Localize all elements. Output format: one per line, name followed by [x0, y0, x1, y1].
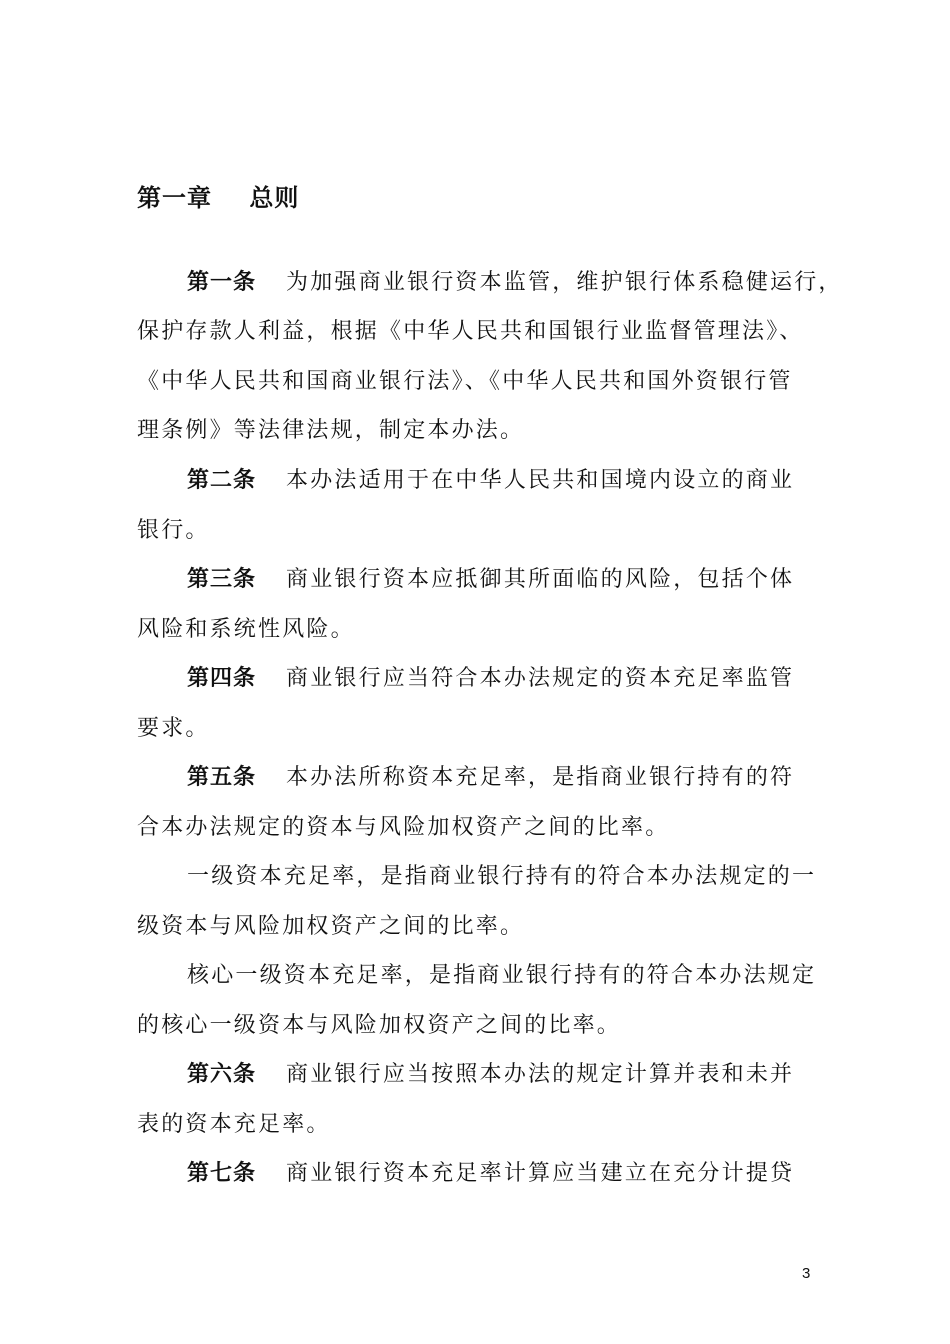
article-5-para-2-line-1: 一级资本充足率，是指商业银行持有的符合本办法规定的一 — [187, 864, 817, 889]
article-3-line-1 — [187, 565, 794, 595]
article-5-text-1: 本办法所称资本充足率，是指商业银行持有的符 — [286, 765, 795, 790]
article-3-label: 第三条 — [187, 567, 257, 592]
article-2-line-2: 银行。 — [137, 518, 210, 543]
article-6-line-2: 表的资本充足率。 — [137, 1112, 331, 1137]
article-1-line-2: 保护存款人利益，根据《中华人民共和国银行业监督管理法》、 — [137, 319, 804, 344]
article-7-text-1: 商业银行资本充足率计算应当建立在充分计提贷 — [286, 1161, 795, 1186]
article-7-line-1 — [187, 1159, 794, 1189]
article-3-text-1: 商业银行资本应抵御其所面临的风险，包括个体 — [286, 567, 795, 592]
article-6-line-1 — [187, 1060, 794, 1090]
article-2-line-1 — [187, 466, 794, 496]
article-5-line-2: 合本办法规定的资本与风险加权资产之间的比率。 — [137, 815, 670, 840]
article-2-label: 第二条 — [187, 468, 257, 493]
page-number: 3 — [802, 1265, 811, 1282]
article-1-line-3: 《中华人民共和国商业银行法》、《中华人民共和国外资银行管 — [137, 369, 793, 394]
article-4-line-2: 要求。 — [137, 716, 210, 741]
article-1-line-1 — [187, 268, 843, 298]
article-5-line-1 — [187, 763, 794, 793]
article-3-line-2: 风险和系统性风险。 — [137, 617, 355, 642]
article-1-line-4: 理条例》等法律法规，制定本办法。 — [137, 418, 525, 443]
article-6-text-1: 商业银行应当按照本办法的规定计算并表和未并 — [286, 1062, 795, 1087]
article-4-label: 第四条 — [187, 666, 257, 691]
article-5-para-3-line-1: 核心一级资本充足率，是指商业银行持有的符合本办法规定 — [187, 963, 817, 988]
article-6-label: 第六条 — [187, 1062, 257, 1087]
article-1-label: 第一条 — [187, 270, 257, 295]
article-5-label: 第五条 — [187, 765, 257, 790]
article-1-text-1: 为加强商业银行资本监管，维护银行体系稳健运行， — [286, 270, 843, 295]
article-4-text-1: 商业银行应当符合本办法规定的资本充足率监管 — [286, 666, 795, 691]
article-2-text-1: 本办法适用于在中华人民共和国境内设立的商业 — [286, 468, 795, 493]
article-7-label: 第七条 — [187, 1161, 257, 1186]
chapter-title: 第一章 总则 — [137, 184, 300, 212]
article-5-para-3-line-2: 的核心一级资本与风险加权资产之间的比率。 — [137, 1013, 622, 1038]
article-5-para-2-line-2: 级资本与风险加权资产之间的比率。 — [137, 914, 525, 939]
article-4-line-1 — [187, 664, 794, 694]
